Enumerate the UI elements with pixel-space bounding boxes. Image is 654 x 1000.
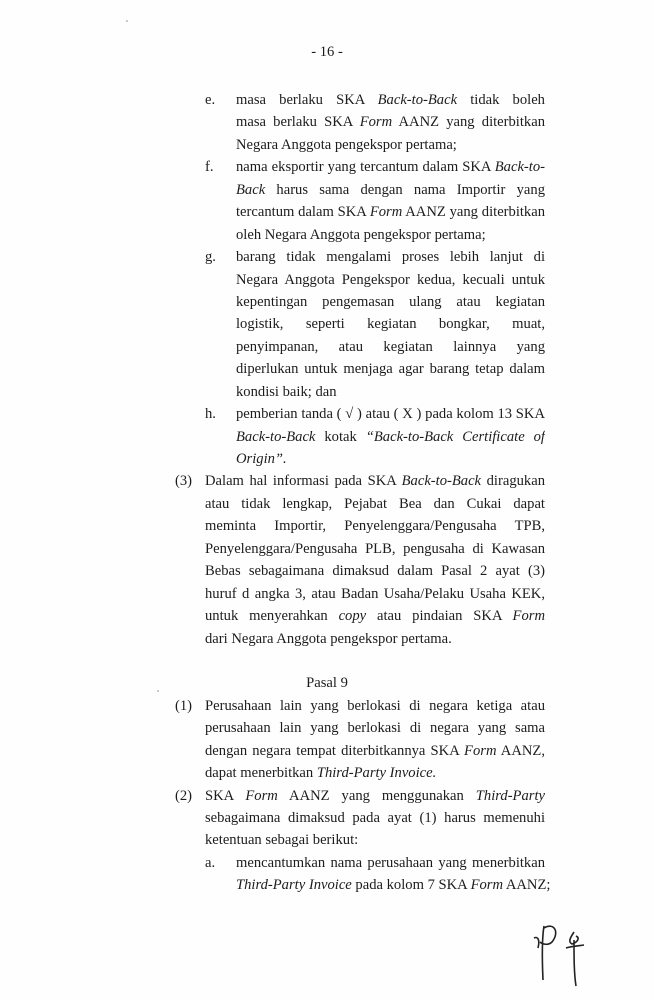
text-line [236,403,545,425]
text-line [205,695,545,717]
text-segment: tidak boleh [470,92,545,108]
text-segment: meminta Importir, Penyelenggara/Pengusaha TPB, [205,518,545,535]
text-segment: AANZ; [503,877,551,894]
text-segment: kondisi baik; dan [236,383,337,400]
item-marker: (2) [175,787,193,804]
text-segment: nama eksportir yang tercantum dalam SKA [236,159,495,176]
text-segment: logistik, seperti kegiatan bongkar, muat, [236,316,545,333]
italic-text: Form [359,114,393,131]
text-segment: AANZ yang diterbitkan [398,114,545,131]
list-item [0,246,654,403]
text-line [236,246,545,268]
italic-text: “Back-to-Back Certificate of [365,428,545,445]
text-line [236,156,545,178]
text-segment: Negara Anggota Pengekspor kedua, kecuali untuk [236,271,545,288]
text-line [236,134,545,156]
text-segment: Penyelenggara/Pengusaha PLB, pengusaha di Kawasan [205,540,545,557]
text-segment: AANZ yang diterbitkan [402,204,545,221]
text-line [205,628,545,650]
text-line [205,515,545,537]
text-line [236,336,545,358]
italic-text: Form [470,877,503,894]
text-segment: AANZ yang menggunakan [277,787,476,804]
text-segment: diragukan [481,473,545,490]
item-marker: (3) [175,473,193,490]
text-segment: harus sama dengan nama Importir yang [265,181,545,198]
list-item [0,852,654,897]
text-segment: dapat menerbitkan [205,765,317,782]
text-line [236,89,545,111]
text-line [236,291,545,313]
text-segment: dengan negara tempat diterbitkannya SKA [205,742,465,759]
text-line [205,717,545,739]
text-segment: sebagaimana dimaksud pada ayat (1) harus memenuhi [205,810,545,827]
text-segment: SKA [205,787,246,804]
text-segment: Dalam hal informasi pada SKA [205,473,402,490]
list-item [0,89,654,156]
text-line [236,111,545,133]
italic-text: Form [464,742,497,759]
text-line [205,807,545,829]
text-line [205,583,545,605]
text-segment: pemberian tanda ( √ ) atau ( X ) pada kolom 13 SKA [236,406,545,423]
italic-text: copy [338,608,367,625]
signature-initials [530,918,590,988]
text-segment: masa berlaku SKA [236,92,378,108]
text-segment: penyimpanan, atau kegiatan lainnya yang [236,338,545,355]
text-segment: Perusahaan lain yang berlokasi di negara ketiga atau [205,697,545,714]
item-marker: f. [205,159,214,176]
text-segment: kepentingan pengemasan ulang atau kegiatan [236,293,545,310]
page-number: - 16 - [311,44,343,60]
text-segment: ketentuan sebagai berikut: [205,832,359,849]
text-segment: diperlukan untuk menjaga agar barang tetap dalam [236,361,545,378]
text-line [205,538,545,560]
italic-text: Back [236,181,266,198]
article-heading: Pasal 9 [306,675,348,692]
italic-text: Back-to- [494,159,545,176]
text-line [236,269,545,291]
text-line [236,381,545,403]
list-item [0,403,654,470]
text-line [236,313,545,335]
text-segment: kotak [315,428,366,445]
text-line [236,358,545,380]
text-segment: untuk menyerahkan [205,608,339,625]
item-marker: e. [205,92,216,108]
text-line [205,762,545,784]
italic-text: Third-Party Invoice [236,877,352,894]
document-body [0,89,654,897]
italic-text: Form [369,204,403,221]
scan-speck [126,20,128,22]
text-line [205,470,545,492]
italic-text: Back-to-Back [236,428,316,445]
text-line [205,829,545,851]
italic-text: Third-Party Invoice. [316,765,437,782]
italic-text: Origin”. [236,451,287,467]
text-line [205,740,545,762]
text-segment: atau tidak lengkap, Pejabat Bea dan Cukai dapat [205,495,545,512]
text-segment: pada kolom 7 SKA [351,877,471,894]
text-segment: oleh Negara Anggota pengekspor pertama; [236,226,486,243]
italic-text: Third-Party [475,787,545,804]
item-marker: g. [205,249,216,266]
text-line [205,560,545,582]
text-line [205,493,545,515]
italic-text: Form [512,608,545,625]
text-line [236,448,545,470]
text-segment: AANZ, [496,742,545,759]
item-marker: (1) [175,697,193,714]
paragraph-clause [0,695,654,785]
text-segment: Bebas sebagaimana dimaksud dalam Pasal 2 ayat (3) [205,563,545,580]
scan-speck [157,690,159,692]
text-segment: Negara Anggota pengekspor pertama; [236,136,457,153]
text-segment: mencantumkan nama perusahaan yang menerbitkan [236,854,545,871]
text-segment: huruf d angka 3, atau Badan Usaha/Pelaku Usaha KEK, [205,585,545,602]
text-segment: perusahaan lain yang berlokasi di negara yang sama [205,720,545,737]
text-line [236,201,545,223]
paragraph-clause [0,785,654,852]
text-segment: masa berlaku SKA [236,114,360,131]
item-marker: h. [205,406,216,423]
text-line [205,605,545,627]
text-segment: tercantum dalam SKA [236,204,370,221]
text-segment: atau pindaian SKA [366,608,513,625]
item-marker: a. [205,854,216,871]
text-line [236,179,545,201]
text-line [236,874,551,896]
italic-text: Back-to-Back [377,92,458,108]
italic-text: Form [245,787,278,804]
list-item [0,156,654,246]
text-line [236,852,545,874]
italic-text: Back-to-Back [401,473,482,490]
text-segment: barang tidak mengalami proses lebih lanjut di [236,249,545,266]
text-line [236,224,545,246]
text-line [205,785,545,807]
text-line [236,426,545,448]
paragraph-clause [0,470,654,650]
text-segment: dari Negara Anggota pengekspor pertama. [205,630,452,647]
